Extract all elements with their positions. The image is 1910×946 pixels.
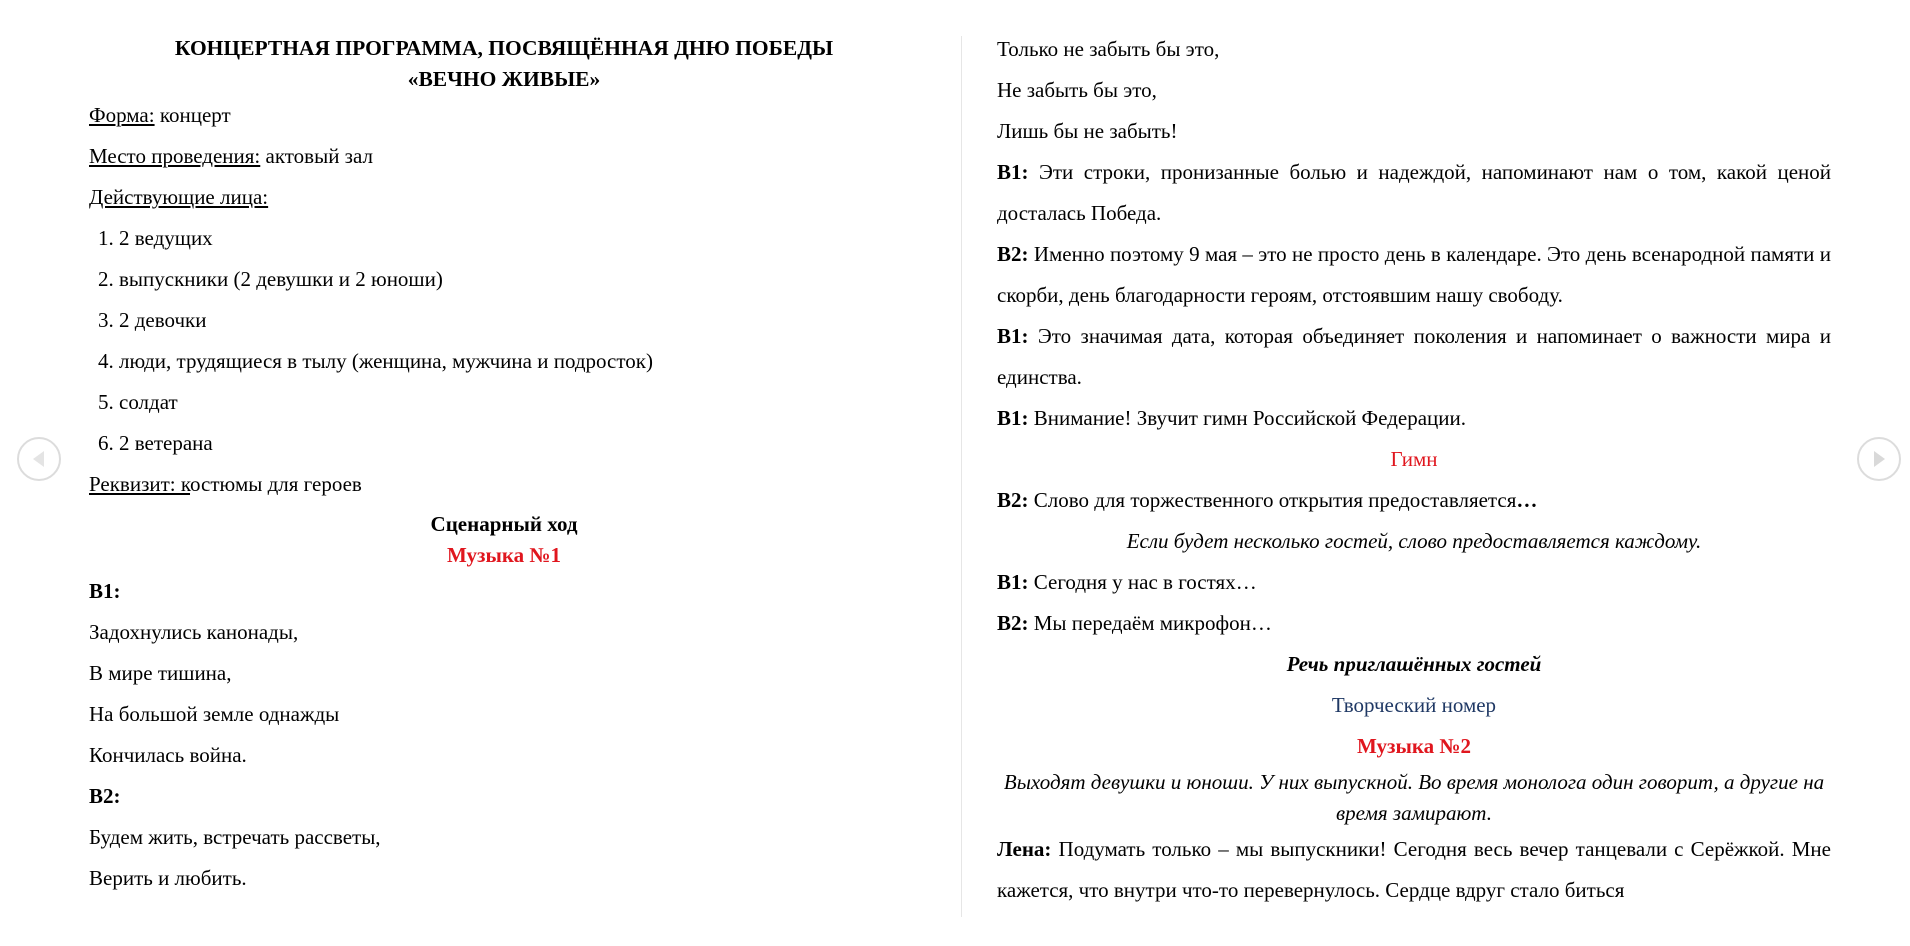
poem-line: Кончилась война.	[89, 743, 247, 767]
cast-item: 2. выпускники (2 девушки и 2 юноши)	[119, 259, 919, 300]
dialogue-paragraph	[997, 152, 1831, 234]
cast-item: 6. 2 ветерана	[119, 423, 919, 464]
props-label: Реквизит: к	[89, 472, 191, 496]
music-1-heading: Музыка №1	[446, 543, 561, 567]
cast-item: 1. 2 ведущих	[119, 218, 919, 259]
document-page-left	[89, 0, 919, 917]
cast-item: 5. солдат	[119, 382, 919, 423]
dialogue-text: Именно поэтому 9 мая – это не просто день в календаре. Это день всенародной памяти и скорби, день благодарности героям, отстоявшим нашу свободу.	[997, 242, 1831, 307]
dialogue-paragraph	[997, 562, 1831, 603]
dialogue-text: Подумать только – мы выпускники! Сегодня весь вечер танцевали с Серёжкой. Мне кажется, что внутри что-то перевернулось. Сердце вдруг стало биться	[997, 837, 1831, 902]
place-label: Место проведения:	[89, 144, 261, 168]
guest-speech-heading: Речь приглашённых гостей	[1286, 652, 1542, 676]
poem-line: Верить и любить.	[89, 866, 247, 890]
dialogue-paragraph	[997, 603, 1831, 644]
speaker-label: В1:	[997, 406, 1029, 430]
dialogue-text: Мы передаём микрофон…	[1028, 611, 1272, 635]
cast-item: 4. люди, трудящиеся в тылу (женщина, мужчина и подросток)	[119, 341, 919, 382]
document-page-right	[997, 0, 1831, 946]
document-subtitle: «ВЕЧНО ЖИВЫЕ»	[407, 67, 601, 91]
speaker-label: В2:	[997, 488, 1029, 512]
stage-direction: Выходят девушки и юноши. У них выпускной. Во время монолога один говорит, а другие на время замирают.	[1003, 770, 1825, 825]
dialogue-text: Это значимая дата, которая объединяет поколения и напоминает о важности мира и единства.	[997, 324, 1831, 389]
dialogue-paragraph	[997, 316, 1831, 398]
dialogue-paragraph	[997, 829, 1831, 911]
chevron-right-icon	[1859, 439, 1899, 479]
chevron-left-icon	[19, 439, 59, 479]
form-value: концерт	[154, 103, 231, 127]
guests-note: Если будет несколько гостей, слово предоставляется каждому.	[1126, 529, 1702, 553]
poem-line: Не забыть бы это,	[997, 78, 1157, 102]
cast-item: 3. 2 девочки	[119, 300, 919, 341]
dialogue-paragraph	[997, 398, 1831, 439]
speaker-label: Лена:	[997, 837, 1052, 861]
poem-line: В мире тишина,	[89, 661, 232, 685]
poem-line: Задохнулись канонады,	[89, 620, 299, 644]
dialogue-paragraph	[997, 234, 1831, 316]
cast-list	[89, 218, 919, 464]
document-title: КОНЦЕРТНАЯ ПРОГРАММА, ПОСВЯЩЁННАЯ ДНЮ ПОБЕДЫ	[174, 36, 834, 60]
speaker-label: В2:	[89, 784, 121, 808]
ellipsis: …	[1516, 488, 1538, 512]
form-label: Форма:	[89, 103, 155, 127]
place-line	[89, 136, 919, 177]
music-2-heading: Музыка №2	[1356, 734, 1471, 758]
prev-page-button[interactable]	[17, 437, 61, 481]
dialogue-paragraph	[997, 480, 1831, 521]
speaker-label: В2:	[997, 242, 1029, 266]
props-value: остюмы для героев	[190, 472, 362, 496]
cast-line	[89, 177, 919, 218]
dialogue-text: Внимание! Звучит гимн Российской Федерации.	[1028, 406, 1466, 430]
next-page-button[interactable]	[1857, 437, 1901, 481]
poem-line: На большой земле однажды	[89, 702, 340, 726]
anthem-heading: Гимн	[1390, 447, 1438, 471]
speaker-label: В1:	[89, 579, 121, 603]
creative-number-heading: Творческий номер	[1331, 693, 1497, 717]
speaker-label: В1:	[997, 324, 1029, 348]
poem-line: Будем жить, встречать рассветы,	[89, 825, 381, 849]
dialogue-text: Эти строки, пронизанные болью и надеждой, напоминают нам о том, какой ценой досталась Победа.	[997, 160, 1831, 225]
poem-line: Лишь бы не забыть!	[997, 119, 1178, 143]
cast-label: Действующие лица:	[89, 185, 269, 209]
dialogue-text: Сегодня у нас в гостях…	[1028, 570, 1257, 594]
speaker-label: В1:	[997, 570, 1029, 594]
props-line	[89, 464, 919, 505]
poem-line: Только не забыть бы это,	[997, 37, 1220, 61]
form-line	[89, 95, 919, 136]
speaker-label: В2:	[997, 611, 1029, 635]
dialogue-text: Слово для торжественного открытия предоставляется	[1028, 488, 1517, 512]
page-divider	[961, 36, 962, 917]
speaker-label: В1:	[997, 160, 1029, 184]
place-value: актовый зал	[260, 144, 373, 168]
scenario-heading: Сценарный ход	[430, 512, 578, 536]
